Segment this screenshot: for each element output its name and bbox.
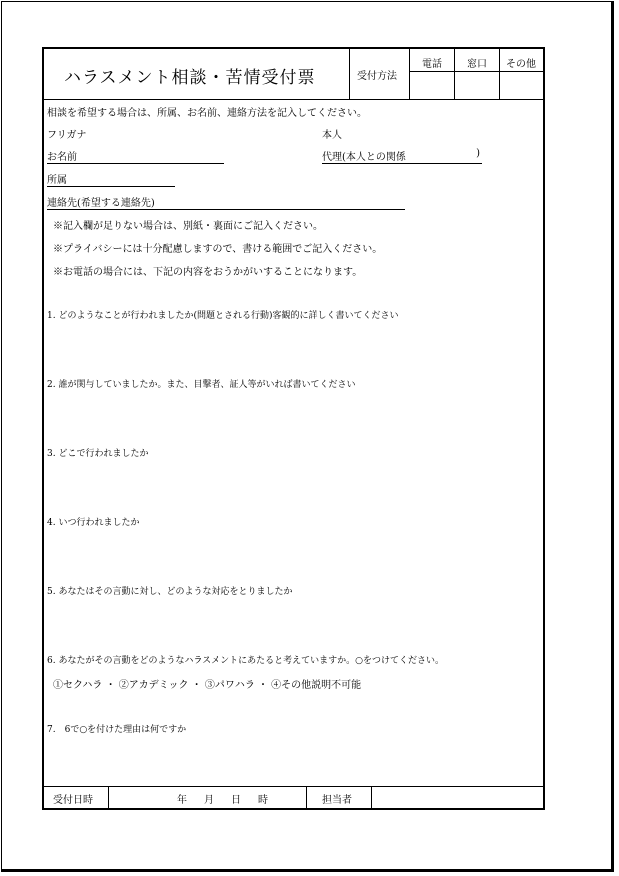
intake-form [42,47,545,810]
proxy-close: ) [476,148,480,159]
question-1: 1. どのようなことが行われましたか(問題とされる行動)客観的に詳しく書いてください [47,311,399,321]
form-title: ハラスメント相談・苦情受付票 [64,68,316,88]
staff-label: 担当者 [322,795,352,806]
method-counter-cell[interactable] [456,73,497,97]
question-6: 6. あなたがその言動をどのようなハラスメントにあたると考えていますか。○をつけてください。 [47,656,445,666]
day-label: 日 [231,795,241,806]
honnin-label: 本人 [322,130,342,141]
harassment-options[interactable]: ①セクハラ ・ ②アカデミック ・ ③パワハラ ・ ④その他説明不可能 [53,680,362,691]
question-4: 4. いつ行われましたか [47,518,140,528]
note-3: ※お電話の場合には、下記の内容をおうかがいすることになります。 [53,267,363,278]
contact-field[interactable] [47,194,405,210]
name-field[interactable] [47,148,224,164]
answer-1-area[interactable] [47,324,540,374]
contact-label: 連絡先(希望する連絡先) [47,198,155,209]
note-1: ※記入欄が足りない場合は、別紙・裏面にご記入ください。 [53,221,323,232]
affiliation-label: 所属 [47,175,67,186]
year-label: 年 [177,795,187,806]
question-7: 7. 6で○を付けた理由は何ですか [47,725,187,735]
proxy-field[interactable] [322,148,482,164]
staff-field[interactable] [373,788,541,806]
date-label: 受付日時 [53,795,93,806]
method-label: 受付方法 [357,71,397,82]
question-5: 5. あなたはその言動に対し、どのような対応をとりましたか [47,587,293,597]
month-label: 月 [204,795,214,806]
method-other-cell[interactable] [501,73,543,97]
answer-5-area[interactable] [47,600,540,650]
affiliation-field[interactable] [47,171,175,187]
date-field[interactable] [110,788,304,806]
question-2: 2. 誰が関与していましたか。また、目撃者、証人等がいれば書いてください [47,380,356,390]
answer-3-area[interactable] [47,462,540,512]
answer-2-area[interactable] [47,393,540,443]
name-label: お名前 [47,152,77,163]
method-phone: 電話 [422,59,442,70]
furigana-label: フリガナ [47,130,87,141]
note-2: ※プライバシーには十分配慮しますので、書ける範囲でご記入ください。 [53,244,383,255]
answer-7-area[interactable] [47,738,540,783]
method-other: その他 [506,59,536,70]
answer-4-area[interactable] [47,531,540,581]
hour-label: 時 [258,795,268,806]
method-phone-cell[interactable] [411,73,452,97]
proxy-label: 代理(本人との関係 [322,152,406,163]
question-3: 3. どこで行われましたか [47,449,149,459]
intro-text: 相談を希望する場合は、所属、お名前、連絡方法を記入してください。 [47,108,367,119]
method-counter: 窓口 [467,59,487,70]
